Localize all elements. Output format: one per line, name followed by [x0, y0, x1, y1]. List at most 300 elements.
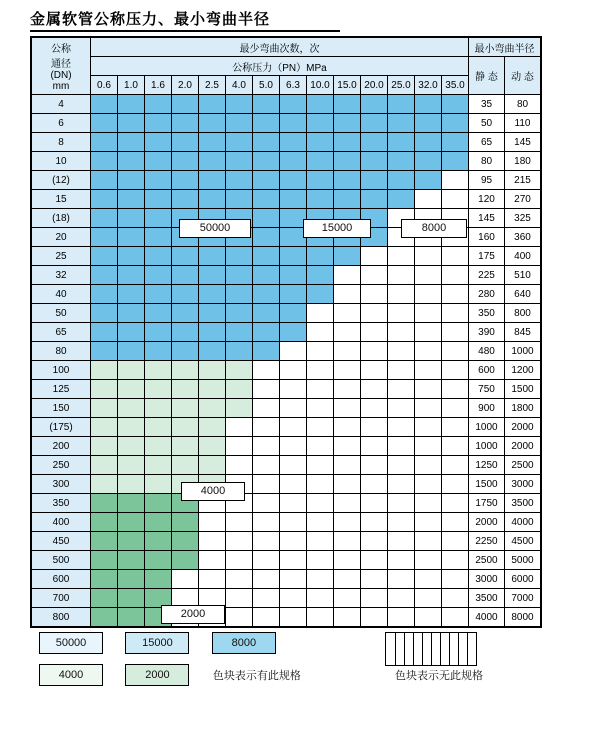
bend-cell [361, 190, 388, 209]
bend-cell [118, 133, 145, 152]
bend-cell [388, 247, 415, 266]
bend-cell [199, 361, 226, 380]
bend-cell [334, 494, 361, 513]
bend-cell [253, 114, 280, 133]
bend-cell [199, 152, 226, 171]
bend-cell [253, 361, 280, 380]
radius-dynamic-cell: 400 [505, 247, 541, 266]
bend-cell [334, 589, 361, 608]
bend-cell [145, 475, 172, 494]
bend-cell [280, 418, 307, 437]
radius-dynamic-cell: 1000 [505, 342, 541, 361]
bend-cell [172, 361, 199, 380]
bend-cell [307, 342, 334, 361]
bend-cell [388, 494, 415, 513]
bend-cell [91, 475, 118, 494]
bend-cell [334, 171, 361, 190]
bend-cell [415, 570, 442, 589]
radius-static-header: 静 态 [469, 57, 505, 95]
bend-cell [118, 551, 145, 570]
bend-cell [172, 456, 199, 475]
bend-cell [226, 399, 253, 418]
bend-cell [307, 608, 334, 627]
radius-dynamic-cell: 145 [505, 133, 541, 152]
radius-dynamic-cell: 3000 [505, 475, 541, 494]
bend-cell [307, 171, 334, 190]
bend-cell [361, 456, 388, 475]
callout-label: 8000 [401, 219, 467, 238]
bend-cell [253, 475, 280, 494]
bend-cell [91, 304, 118, 323]
bend-cell [199, 418, 226, 437]
bend-cell [280, 171, 307, 190]
pressure-col-header: 1.0 [118, 76, 145, 95]
bend-cell [307, 380, 334, 399]
bend-cell [91, 513, 118, 532]
pressure-col-header: 0.6 [91, 76, 118, 95]
radius-dynamic-cell: 1200 [505, 361, 541, 380]
bend-cell [145, 494, 172, 513]
bend-cell [199, 399, 226, 418]
radius-static-cell: 120 [469, 190, 505, 209]
bend-cell [415, 456, 442, 475]
bend-cell [253, 95, 280, 114]
bend-cell [226, 190, 253, 209]
dn-cell: 32 [32, 266, 91, 285]
bend-cell [388, 361, 415, 380]
bend-cell [442, 494, 469, 513]
bend-cell [118, 247, 145, 266]
bend-cell [307, 418, 334, 437]
bend-cell [172, 266, 199, 285]
legend-cell-15000 [116, 632, 198, 654]
bend-cell [388, 304, 415, 323]
bend-cell [415, 513, 442, 532]
bend-cell [280, 114, 307, 133]
radius-static-cell: 50 [469, 114, 505, 133]
radius-dynamic-cell: 6000 [505, 570, 541, 589]
bend-cell [145, 171, 172, 190]
bend-cell [199, 190, 226, 209]
bend-cell [442, 551, 469, 570]
bend-cell [118, 152, 145, 171]
bend-cell [118, 399, 145, 418]
bend-cell [280, 133, 307, 152]
bend-cell [280, 456, 307, 475]
bend-cell [442, 437, 469, 456]
bend-cell [226, 323, 253, 342]
table-row [32, 380, 541, 399]
bend-cell [226, 418, 253, 437]
bend-cell [442, 95, 469, 114]
radius-static-cell: 1000 [469, 437, 505, 456]
radius-dynamic-cell: 4500 [505, 532, 541, 551]
bend-cell [253, 380, 280, 399]
bend-cell [145, 418, 172, 437]
bend-cell [334, 114, 361, 133]
bend-cell [145, 323, 172, 342]
bend-times-header: 最少弯曲次数，次 [91, 38, 469, 57]
bend-cell [442, 589, 469, 608]
bend-cell [415, 608, 442, 627]
pressure-col-header: 35.0 [442, 76, 469, 95]
bend-cell [91, 228, 118, 247]
bend-cell [307, 304, 334, 323]
dn-cell: 400 [32, 513, 91, 532]
legend [30, 632, 570, 696]
radius-dynamic-cell: 800 [505, 304, 541, 323]
bend-cell [172, 285, 199, 304]
bend-cell [118, 304, 145, 323]
radius-static-cell: 160 [469, 228, 505, 247]
bend-cell [334, 285, 361, 304]
table-row [32, 114, 541, 133]
hatch-swatch [385, 632, 477, 666]
bend-cell [253, 532, 280, 551]
spec-table [31, 37, 541, 627]
bend-cell [361, 437, 388, 456]
bend-cell [118, 380, 145, 399]
radius-static-cell: 175 [469, 247, 505, 266]
radius-static-cell: 2000 [469, 513, 505, 532]
radius-dynamic-cell: 1500 [505, 380, 541, 399]
bend-cell [280, 551, 307, 570]
bend-cell [226, 456, 253, 475]
bend-cell [253, 304, 280, 323]
bend-cell [118, 437, 145, 456]
bend-cell [334, 532, 361, 551]
bend-cell [172, 247, 199, 266]
radius-dynamic-cell: 180 [505, 152, 541, 171]
bend-cell [361, 494, 388, 513]
bend-cell [361, 589, 388, 608]
bend-cell [388, 608, 415, 627]
dn-cell: 20 [32, 228, 91, 247]
bend-cell [334, 570, 361, 589]
bend-cell [253, 133, 280, 152]
bend-cell [118, 171, 145, 190]
bend-cell [172, 570, 199, 589]
dn-cell: 450 [32, 532, 91, 551]
page-title: 金属软管公称压力、最小弯曲半径 [30, 12, 271, 28]
bend-cell [226, 589, 253, 608]
bend-cell [388, 152, 415, 171]
table-row [32, 342, 541, 361]
bend-cell [91, 380, 118, 399]
bend-cell [307, 437, 334, 456]
table-row [32, 247, 541, 266]
bend-cell [91, 570, 118, 589]
bend-cell [91, 152, 118, 171]
bend-cell [361, 114, 388, 133]
radius-static-cell: 95 [469, 171, 505, 190]
bend-cell [199, 171, 226, 190]
legend-cell-4000 [30, 664, 112, 686]
bend-cell [145, 399, 172, 418]
bend-cell [226, 437, 253, 456]
bend-cell [361, 513, 388, 532]
table-head-row-2 [32, 57, 541, 76]
radius-dynamic-cell: 110 [505, 114, 541, 133]
bend-cell [253, 342, 280, 361]
nominal-pressure-header: 公称压力（PN）MPa [91, 57, 469, 76]
bend-cell [172, 399, 199, 418]
bend-cell [253, 437, 280, 456]
bend-cell [442, 399, 469, 418]
radius-static-cell: 480 [469, 342, 505, 361]
bend-cell [334, 513, 361, 532]
bend-cell [307, 95, 334, 114]
bend-cell [334, 304, 361, 323]
bend-cell [253, 608, 280, 627]
bend-cell [253, 456, 280, 475]
legend-swatch-15000: 15000 [125, 632, 189, 654]
bend-cell [145, 513, 172, 532]
bend-cell [91, 532, 118, 551]
table-row [32, 399, 541, 418]
bend-cell [172, 304, 199, 323]
bend-cell [280, 152, 307, 171]
bend-cell [118, 418, 145, 437]
bend-cell [415, 380, 442, 399]
radius-static-cell: 750 [469, 380, 505, 399]
bend-cell [172, 418, 199, 437]
bend-cell [442, 323, 469, 342]
bend-cell [415, 152, 442, 171]
bend-cell [307, 551, 334, 570]
legend-no-spec-group [385, 632, 570, 684]
bend-cell [334, 342, 361, 361]
bend-cell [91, 95, 118, 114]
bend-cell [172, 513, 199, 532]
bend-cell [91, 418, 118, 437]
bend-cell [334, 456, 361, 475]
bend-cell [172, 342, 199, 361]
bend-cell [118, 589, 145, 608]
bend-cell [334, 437, 361, 456]
bend-cell [199, 437, 226, 456]
bend-cell [415, 247, 442, 266]
bend-cell [442, 171, 469, 190]
bend-cell [118, 513, 145, 532]
table-row [32, 171, 541, 190]
bend-cell [307, 285, 334, 304]
bend-cell [415, 475, 442, 494]
bend-cell [361, 570, 388, 589]
bend-cell [172, 190, 199, 209]
bend-cell [226, 171, 253, 190]
bend-cell [226, 513, 253, 532]
bend-cell [91, 608, 118, 627]
bend-cell [91, 361, 118, 380]
bend-cell [91, 323, 118, 342]
bend-cell [226, 342, 253, 361]
bend-cell [199, 247, 226, 266]
bend-cell [91, 114, 118, 133]
bend-cell [253, 399, 280, 418]
bend-cell [172, 323, 199, 342]
bend-cell [226, 570, 253, 589]
radius-static-cell: 80 [469, 152, 505, 171]
bend-cell [118, 342, 145, 361]
bend-cell [226, 152, 253, 171]
table-head-row-3 [32, 76, 541, 95]
table-head-row-1 [32, 38, 541, 57]
bend-cell [361, 285, 388, 304]
bend-cell [226, 95, 253, 114]
bend-cell [253, 285, 280, 304]
dn-cell: 250 [32, 456, 91, 475]
bend-cell [91, 171, 118, 190]
bend-cell [361, 266, 388, 285]
bend-cell [334, 323, 361, 342]
radius-dynamic-cell: 5000 [505, 551, 541, 570]
bend-cell [145, 152, 172, 171]
bend-cell [415, 589, 442, 608]
bend-cell [442, 133, 469, 152]
bend-cell [118, 114, 145, 133]
bend-cell [334, 551, 361, 570]
bend-cell [307, 475, 334, 494]
bend-cell [388, 437, 415, 456]
bend-cell [415, 532, 442, 551]
bend-cell [334, 608, 361, 627]
dn-cell: 125 [32, 380, 91, 399]
bend-cell [415, 285, 442, 304]
bend-cell [415, 418, 442, 437]
bend-cell [172, 380, 199, 399]
radius-static-cell: 225 [469, 266, 505, 285]
radius-static-cell: 35 [469, 95, 505, 114]
dn-cell: 800 [32, 608, 91, 627]
bend-cell [118, 285, 145, 304]
bend-cell [415, 361, 442, 380]
bend-cell [442, 608, 469, 627]
bend-cell [415, 437, 442, 456]
pressure-col-header: 4.0 [226, 76, 253, 95]
radius-dynamic-cell: 2500 [505, 456, 541, 475]
bend-cell [226, 285, 253, 304]
bend-cell [253, 190, 280, 209]
pressure-col-header: 32.0 [415, 76, 442, 95]
radius-static-cell: 280 [469, 285, 505, 304]
bend-cell [307, 152, 334, 171]
bend-cell [91, 589, 118, 608]
bend-cell [118, 456, 145, 475]
bend-cell [280, 304, 307, 323]
dn-header-line1: 公称 [51, 44, 71, 55]
table-row [32, 95, 541, 114]
bend-cell [442, 342, 469, 361]
pressure-col-header: 10.0 [307, 76, 334, 95]
radius-dynamic-cell: 215 [505, 171, 541, 190]
bend-cell [253, 589, 280, 608]
radius-static-cell: 2250 [469, 532, 505, 551]
bend-cell [226, 380, 253, 399]
bend-cell [280, 247, 307, 266]
bend-cell [253, 551, 280, 570]
dn-header-cell [32, 38, 91, 95]
bend-cell [280, 266, 307, 285]
bend-cell [307, 513, 334, 532]
bend-cell [253, 171, 280, 190]
bend-cell [361, 342, 388, 361]
radius-dynamic-cell: 510 [505, 266, 541, 285]
bend-cell [388, 323, 415, 342]
bend-cell [361, 361, 388, 380]
bend-cell [118, 494, 145, 513]
bend-cell [280, 608, 307, 627]
bend-cell [415, 494, 442, 513]
bend-cell [442, 152, 469, 171]
bend-cell [388, 95, 415, 114]
dn-cell: 15 [32, 190, 91, 209]
bend-cell [199, 513, 226, 532]
bend-cell [280, 323, 307, 342]
table-row [32, 570, 541, 589]
bend-cell [145, 209, 172, 228]
bend-cell [145, 361, 172, 380]
bend-cell [388, 475, 415, 494]
dn-cell: 700 [32, 589, 91, 608]
bend-cell [442, 114, 469, 133]
table-row [32, 494, 541, 513]
bend-cell [415, 190, 442, 209]
bend-cell [253, 494, 280, 513]
bend-cell [361, 152, 388, 171]
bend-cell [226, 532, 253, 551]
bend-cell [442, 190, 469, 209]
bend-cell [172, 437, 199, 456]
bend-cell [226, 304, 253, 323]
bend-cell [361, 418, 388, 437]
radius-static-cell: 900 [469, 399, 505, 418]
bend-cell [280, 95, 307, 114]
bend-cell [361, 133, 388, 152]
bend-cell [334, 380, 361, 399]
dn-cell: 600 [32, 570, 91, 589]
bend-cell [442, 361, 469, 380]
bend-cell [199, 304, 226, 323]
bend-cell [145, 228, 172, 247]
bend-cell [172, 551, 199, 570]
bend-cell [199, 95, 226, 114]
radius-dynamic-cell: 270 [505, 190, 541, 209]
bend-cell [172, 171, 199, 190]
dn-header-line4: mm [52, 81, 70, 92]
bend-cell [388, 456, 415, 475]
legend-note-none: 色块表示无此规格 [395, 669, 483, 682]
bend-cell [145, 114, 172, 133]
radius-static-cell: 1500 [469, 475, 505, 494]
bend-cell [361, 532, 388, 551]
bend-cell [172, 152, 199, 171]
bend-cell [145, 532, 172, 551]
pressure-col-header: 15.0 [334, 76, 361, 95]
radius-dynamic-cell: 640 [505, 285, 541, 304]
dn-cell: 350 [32, 494, 91, 513]
bend-cell [145, 133, 172, 152]
bend-cell [145, 190, 172, 209]
bend-cell [361, 95, 388, 114]
bend-cell [280, 190, 307, 209]
bend-cell [280, 285, 307, 304]
bend-cell [226, 133, 253, 152]
bend-cell [307, 532, 334, 551]
bend-cell [280, 475, 307, 494]
bend-cell [199, 266, 226, 285]
bend-cell [334, 475, 361, 494]
